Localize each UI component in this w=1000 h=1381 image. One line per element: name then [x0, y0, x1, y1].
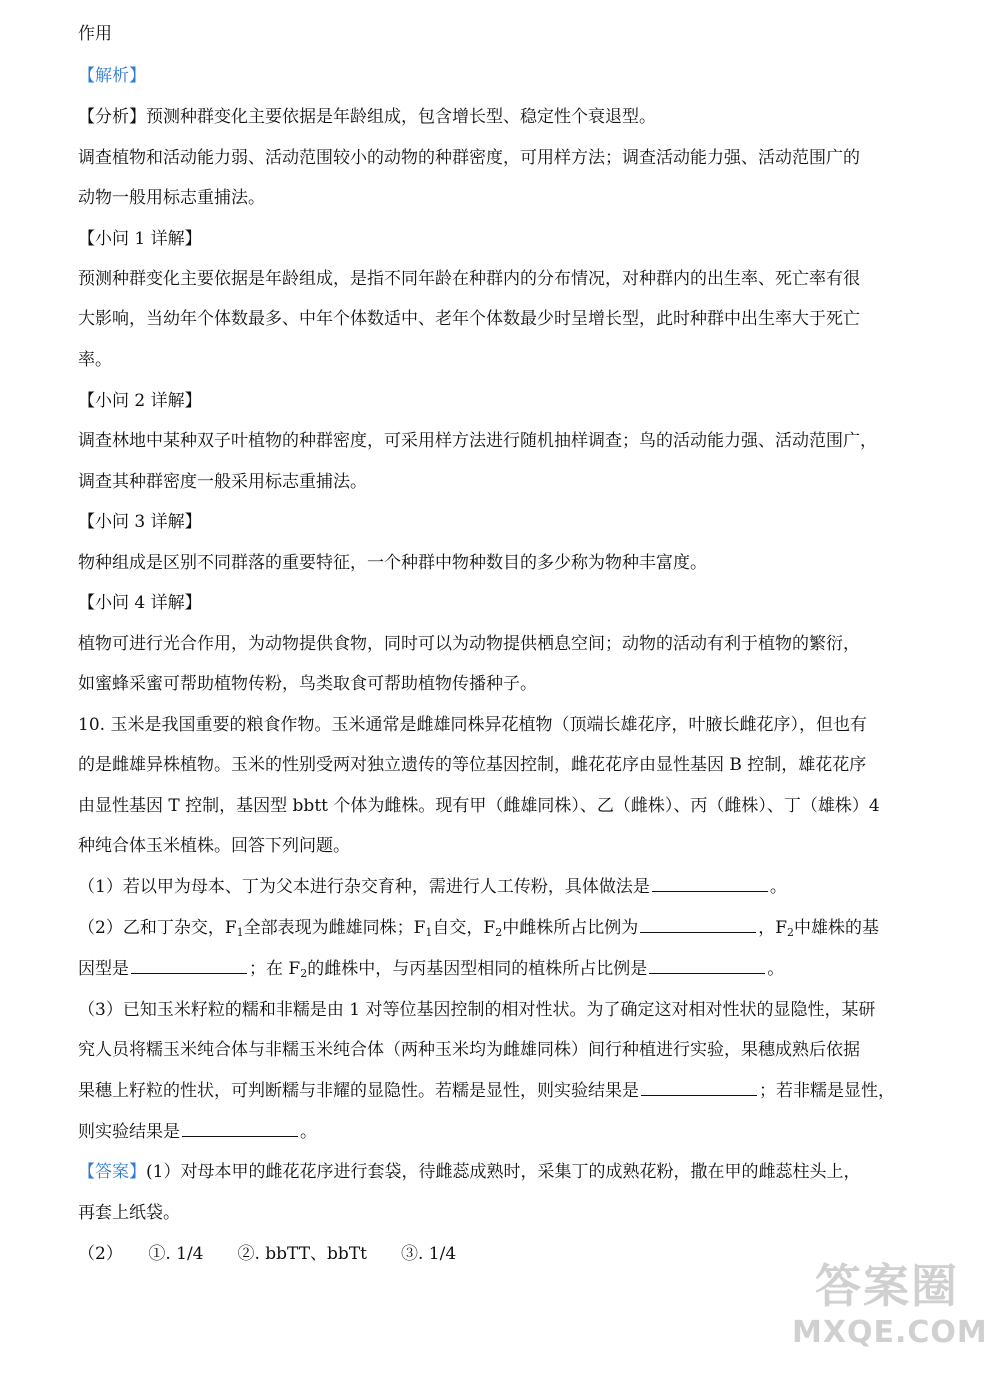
answer-line: 再套上纸袋。 [78, 1203, 180, 1223]
text-line: 动物一般用标志重捕法。 [78, 188, 265, 208]
question-text: 由显性基因 T 控制，基因型 bbtt 个体为雌株。现有甲（雌雄同株）、乙（雌株）、丙（雌株）、丁（雄株）4 [78, 796, 880, 816]
question-text: 10. 玉米是我国重要的粮食作物。玉米通常是雌雄同株异花植物（顶端长雄花序，叶腋长雌花序），但也有 [78, 715, 867, 735]
text-line: 率。 [78, 350, 112, 370]
question-part-2: （2）乙和丁杂交，$F_1$全部表现为雌雄同株；$F_1$自交，$F_2$中雌株所占比例为 ，$F_2$中雄株的基 [78, 918, 880, 939]
answer-blank [649, 959, 765, 974]
question-part-1: （1）若以甲为母本、丁为父本进行杂交育种，需进行人工传粉，具体做法是 。 [78, 877, 787, 897]
question-text: 究人员将糯玉米纯合体与非糯玉米纯合体（两种玉米均为雌雄同株）间行种植进行实验，果穗成熟后依据 [78, 1040, 860, 1060]
text-line: 物种组成是区别不同群落的重要特征，一个种群中物种数目的多少称为物种丰富度。 [78, 553, 707, 573]
answer-blank [640, 918, 756, 933]
text-line: 植物可进行光合作用，为动物提供食物，同时可以为动物提供栖息空间；动物的活动有利于植物的繁衍， [78, 634, 860, 654]
subquestion-header: 【小问 4 详解】 [78, 593, 202, 613]
question-text: 的是雌雄异株植物。玉米的性别受两对独立遗传的等位基因控制，雌花花序由显性基因 B 控制，雄花花序 [78, 755, 867, 775]
text-line: 调查其种群密度一般采用标志重捕法。 [78, 472, 367, 492]
text-line: 作用 [78, 24, 112, 44]
text-line: 大影响，当幼年个体数最多、中年个体数适中、老年个体数最少时呈增长型，此时种群中出生率大于死亡 [78, 309, 860, 329]
answer-header: 【答案】 [78, 1162, 146, 1182]
subquestion-header: 【小问 1 详解】 [78, 229, 202, 249]
analysis-header: 【解析】 [78, 66, 146, 86]
answer-line: 【答案】(1）对母本甲的雌花花序进行套袋，待雌蕊成熟时，采集丁的成熟花粉，撒在甲的雌蕊柱头上， [78, 1162, 861, 1182]
text-line: 【分析】预测种群变化主要依据是年龄组成，包含增长型、稳定性个衰退型。 [78, 107, 656, 127]
answer-line: （2） ①. 1/4 ②. bbTT、bbTt ③. 1/4 [78, 1244, 457, 1264]
watermark-logo: 答案圈 MXQE.COM [792, 1259, 988, 1350]
question-text: 果穗上籽粒的性状，可判断糯与非耀的显隐性。若糯是显性，则实验结果是 ；若非糯是显性， [78, 1081, 895, 1101]
question-text: 则实验结果是 。 [78, 1122, 317, 1142]
text-line: 预测种群变化主要依据是年龄组成，是指不同年龄在种群内的分布情况，对种群内的出生率、死亡率有很 [78, 269, 860, 289]
subquestion-header: 【小问 3 详解】 [78, 512, 202, 532]
text-line: 如蜜蜂采蜜可帮助植物传粉，鸟类取食可帮助植物传播种子。 [78, 674, 537, 694]
question-part-2-cont: 因型是 ；在 $F_2$的雌株中，与丙基因型相同的植株所占比例是 。 [78, 959, 785, 980]
answer-blank [641, 1081, 757, 1096]
question-text: 种纯合体玉米植株。回答下列问题。 [78, 836, 350, 856]
subquestion-header: 【小问 2 详解】 [78, 391, 202, 411]
text-line: 调查植物和活动能力弱、活动范围较小的动物的种群密度，可用样方法；调查活动能力强、活动范围广的 [78, 148, 860, 168]
question-part-3: （3）已知玉米籽粒的糯和非糯是由 1 对等位基因控制的相对性状。为了确定这对相对性状的显隐性，某研 [78, 1000, 876, 1020]
answer-blank [182, 1122, 298, 1137]
answer-blank [652, 877, 768, 892]
text-line: 调查林地中某种双子叶植物的种群密度，可采用样方法进行随机抽样调查；鸟的活动能力强、活动范围广， [78, 431, 877, 451]
answer-blank [131, 959, 247, 974]
